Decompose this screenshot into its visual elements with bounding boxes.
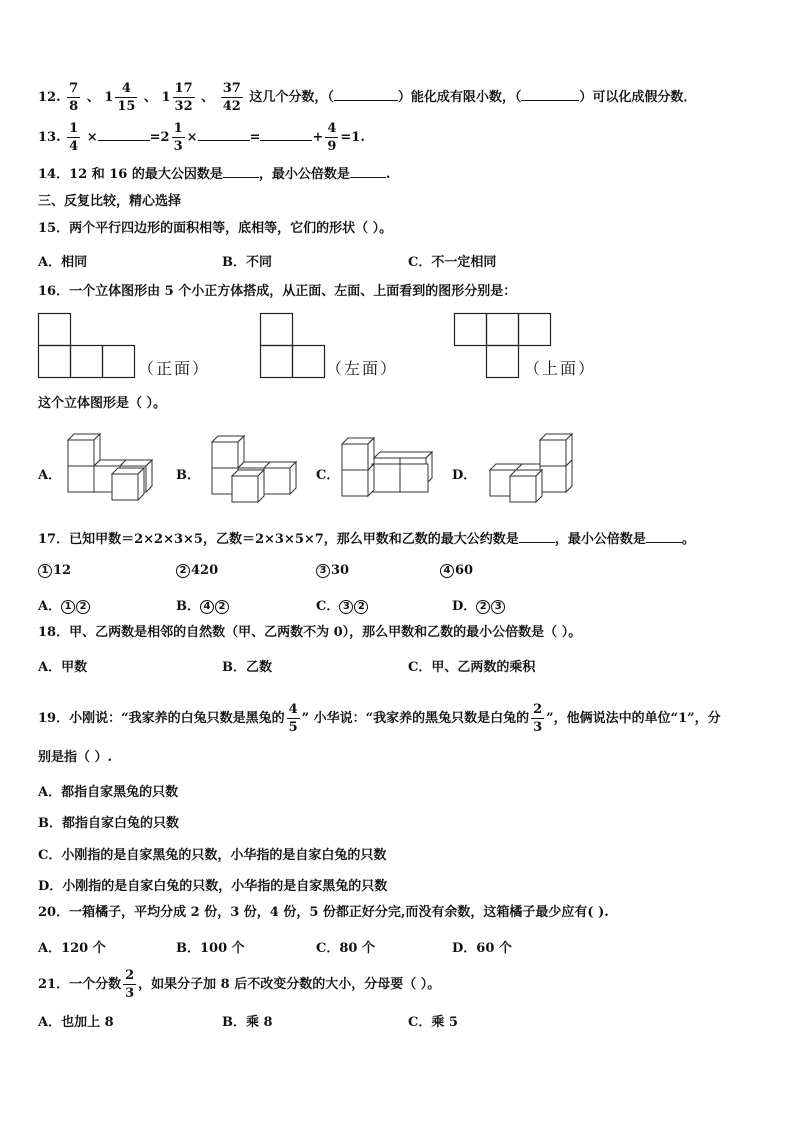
option-a[interactable]: A．甲数 — [38, 660, 88, 675]
option-b[interactable]: B．都指自家白兔的只数 — [38, 816, 179, 831]
question-20: 20．一箱橘子，平均分成 2 份，3 份，4 份，5 份都正好分完,而没有余数，这箱橘子最少应有( ). — [38, 905, 609, 920]
question-19: 19．小刚说：“我家养的白兔只数是黑兔的 $\frac{4}{5}$ ” 小华说：“我家养的黑兔只数是白兔的 $\frac{2}{3}$ ”，他俩说法中的单位“1”，分 — [38, 702, 721, 735]
choice-1: 1 12 — [38, 563, 71, 578]
option-a[interactable]: A．120 个 — [38, 941, 106, 956]
option-c[interactable]: C．甲、乙两数的乘积 — [408, 660, 536, 675]
answer-blank[interactable] — [350, 176, 386, 178]
choice-3: 3 30 — [316, 563, 349, 578]
option-b[interactable]: B．乘 8 — [222, 1015, 273, 1030]
cube-figure-b[interactable] — [208, 430, 300, 506]
answer-blank[interactable] — [198, 139, 250, 141]
answer-blank[interactable] — [223, 176, 259, 178]
option-a[interactable]: A．也加上 8 — [38, 1015, 114, 1030]
choice-2: 2 420 — [176, 563, 218, 578]
option-c[interactable]: C．乘 5 — [408, 1015, 458, 1030]
fraction: $\frac{1}{4}$ — [69, 121, 79, 154]
question-12: 12. $\frac{7}{8}$ 、 1 $\frac{4}{15}$ 、 1 $\frac{17}{32}$ 、 $\frac{37}{42}$ 这几个分数，（ ）能化成有限小数，（ ）可以化成假分数． — [38, 81, 697, 114]
option-d[interactable]: D．小刚指的是自家白兔的只数，小华指的是自家黑兔的只数 — [38, 879, 388, 894]
answer-blank[interactable] — [334, 99, 398, 101]
front-view-label: （正面） — [138, 359, 211, 378]
mixed-number: 1 $\frac{17}{32}$ — [161, 81, 193, 114]
option-a[interactable]: A．相同 — [38, 255, 88, 270]
option-b[interactable]: B．乙数 — [222, 660, 272, 675]
question-15: 15．两个平行四边形的面积相等，底相等，它们的形状（ ）。 — [38, 221, 393, 236]
question-number: 12. — [38, 90, 61, 105]
option-a[interactable]: A．都指自家黑兔的只数 — [38, 785, 179, 800]
question-21: 21．一个分数 $\frac{2}{3}$ ，如果分子加 8 后不改变分数的大小，分母要（ ）。 — [38, 968, 441, 1001]
option-b[interactable]: B． — [176, 468, 200, 483]
question-14: 14．12 和 16 的最大公因数是 ，最小公倍数是 . — [38, 167, 391, 182]
option-d[interactable]: D． — [452, 468, 477, 483]
option-b[interactable]: B．不同 — [222, 255, 272, 270]
cube-figure-c[interactable] — [340, 438, 436, 504]
answer-blank[interactable] — [519, 541, 555, 543]
question-19-cont: 别是指（ ）. — [38, 750, 113, 765]
answer-blank[interactable] — [646, 541, 682, 543]
option-c[interactable]: C． 3 2 — [316, 595, 369, 614]
option-c[interactable]: C．不一定相同 — [408, 255, 497, 270]
option-b[interactable]: B．100 个 — [176, 941, 245, 956]
answer-blank[interactable] — [98, 139, 150, 141]
fraction: $\frac{37}{42}$ — [222, 81, 241, 114]
top-view-label: （上面） — [524, 359, 597, 378]
option-c[interactable]: C． — [316, 468, 340, 483]
option-a[interactable]: A． 1 2 — [38, 595, 91, 614]
option-b[interactable]: B． 4 2 — [176, 595, 230, 614]
fraction: $\frac{7}{8}$ — [69, 81, 79, 114]
question-16-ask: 这个立体图形是（ ）。 — [38, 396, 167, 411]
choice-4: 4 60 — [440, 563, 473, 578]
question-18: 18．甲、乙两数是相邻的自然数（甲、乙两数不为 0），那么甲数和乙数的最小公倍数是（ ）。 — [38, 625, 582, 640]
cube-figure-a[interactable] — [64, 434, 154, 506]
left-view-label: （左面） — [326, 359, 399, 378]
answer-blank[interactable] — [260, 139, 312, 141]
answer-blank[interactable] — [521, 99, 579, 101]
option-c[interactable]: C．80 个 — [316, 941, 375, 956]
question-17: 17．已知甲数＝2×2×3×5，乙数＝2×3×5×7，那么甲数和乙数的最大公约数是 ，最小公倍数是 。 — [38, 532, 695, 547]
mixed-number: 1 $\frac{4}{15}$ — [104, 81, 136, 114]
front-view-figure — [38, 313, 138, 379]
question-number: 13. — [38, 130, 61, 145]
option-c[interactable]: C．小刚指的是自家黑兔的只数，小华指的是自家白兔的只数 — [38, 848, 387, 863]
section-heading: 三、反复比较，精心选择 — [38, 194, 182, 209]
cube-figure-d[interactable] — [486, 434, 578, 506]
question-16: 16．一个立体图形由 5 个小正方体搭成，从正面、左面、上面看到的图形分别是： — [38, 284, 517, 299]
option-a[interactable]: A． — [38, 468, 62, 483]
question-13: 13. $\frac{1}{4}$ × =2 $\frac{1}{3}$ × = + $\frac{4}{9}$ =1. — [38, 121, 365, 154]
left-view-figure — [260, 313, 330, 379]
option-d[interactable]: D．60 个 — [452, 941, 512, 956]
option-d[interactable]: D． 2 3 — [452, 595, 506, 614]
